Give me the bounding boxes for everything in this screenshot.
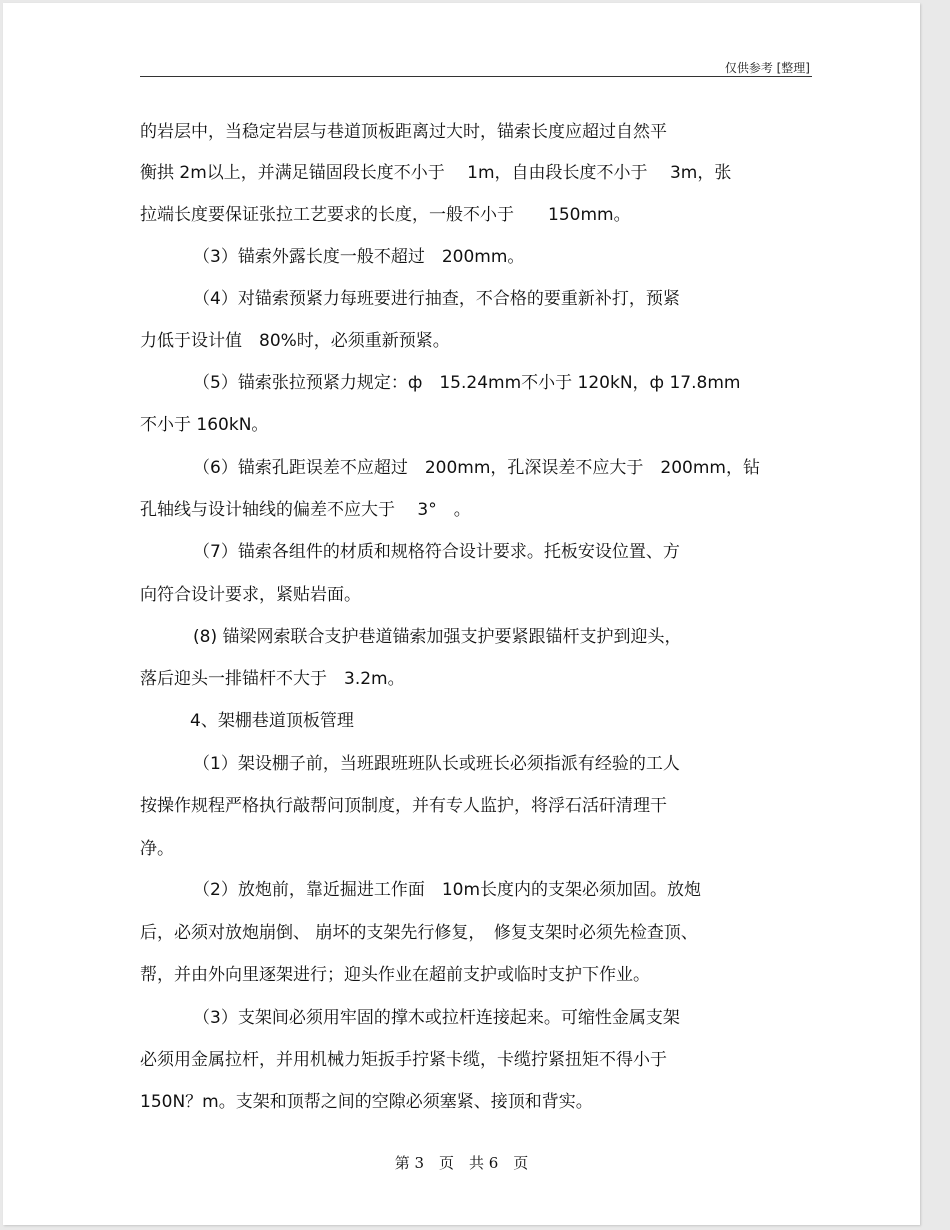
text-line: 向符合设计要求，紧贴岩面。	[140, 585, 361, 605]
header-note: 仅供参考 [整理]	[724, 61, 810, 75]
text-line: 150N？m。支架和顶帮之间的空隙必须塞紧、接顶和背实。	[140, 1092, 593, 1112]
text-line: 帮，并由外向里逐架进行；迎头作业在超前支护或临时支护下作业。	[140, 965, 650, 985]
text-line: （5）锚索张拉预紧力规定：ф 15.24mm不小于 120kN，ф 17.8mm	[193, 373, 741, 393]
text-line: 后，必须对放炮崩倒、 崩坏的支架先行修复， 修复支架时必须先检查顶、	[140, 923, 698, 943]
text-line: 净。	[140, 839, 174, 859]
text-line: 孔轴线与设计轴线的偏差不应大于 3° 。	[140, 500, 471, 520]
text-line: 衡拱 2m以上，并满足锚固段长度不小于 1m，自由段长度不小于 3m，张	[140, 163, 732, 183]
text-line: （3）支架间必须用牢固的撑木或拉杆连接起来。可缩性金属支架	[193, 1008, 680, 1028]
header-divider	[140, 76, 812, 77]
text-line: 力低于设计值 80%时，必须重新预紧。	[140, 331, 450, 351]
text-line: 拉端长度要保证张拉工艺要求的长度，一般不小于 150mm。	[140, 205, 631, 225]
text-line: （7）锚索各组件的材质和规格符合设计要求。托板安设位置、方	[193, 542, 680, 562]
text-line: （1）架设棚子前，当班跟班班队长或班长必须指派有经验的工人	[193, 754, 680, 774]
text-line: （4）对锚索预紧力每班要进行抽查，不合格的要重新补打，预紧	[193, 289, 680, 309]
text-line: (8) 锚梁网索联合支护巷道锚索加强支护要紧跟锚杆支护到迎头，	[193, 627, 682, 647]
text-line: （3）锚索外露长度一般不超过 200mm。	[193, 247, 525, 267]
text-line: 必须用金属拉杆，并用机械力矩扳手拧紧卡缆，卡缆拧紧扭矩不得小于	[140, 1050, 667, 1070]
page-number: 第 3 页 共 6 页	[394, 1154, 529, 1172]
document-page	[3, 3, 920, 1225]
text-line: 按操作规程严格执行敲帮问顶制度，并有专人监护，将浮石活矸清理干	[140, 796, 667, 816]
text-line: 的岩层中，当稳定岩层与巷道顶板距离过大时，锚索长度应超过自然平	[140, 122, 667, 142]
section-heading: 4、架棚巷道顶板管理	[190, 711, 354, 731]
text-line: （2）放炮前，靠近掘进工作面 10m长度内的支架必须加固。放炮	[193, 880, 702, 900]
text-line: 不小于 160kN。	[140, 415, 269, 435]
text-line: （6）锚索孔距误差不应超过 200mm，孔深误差不应大于 200mm，钻	[193, 458, 760, 478]
text-line: 落后迎头一排锚杆不大于 3.2m。	[140, 669, 405, 689]
